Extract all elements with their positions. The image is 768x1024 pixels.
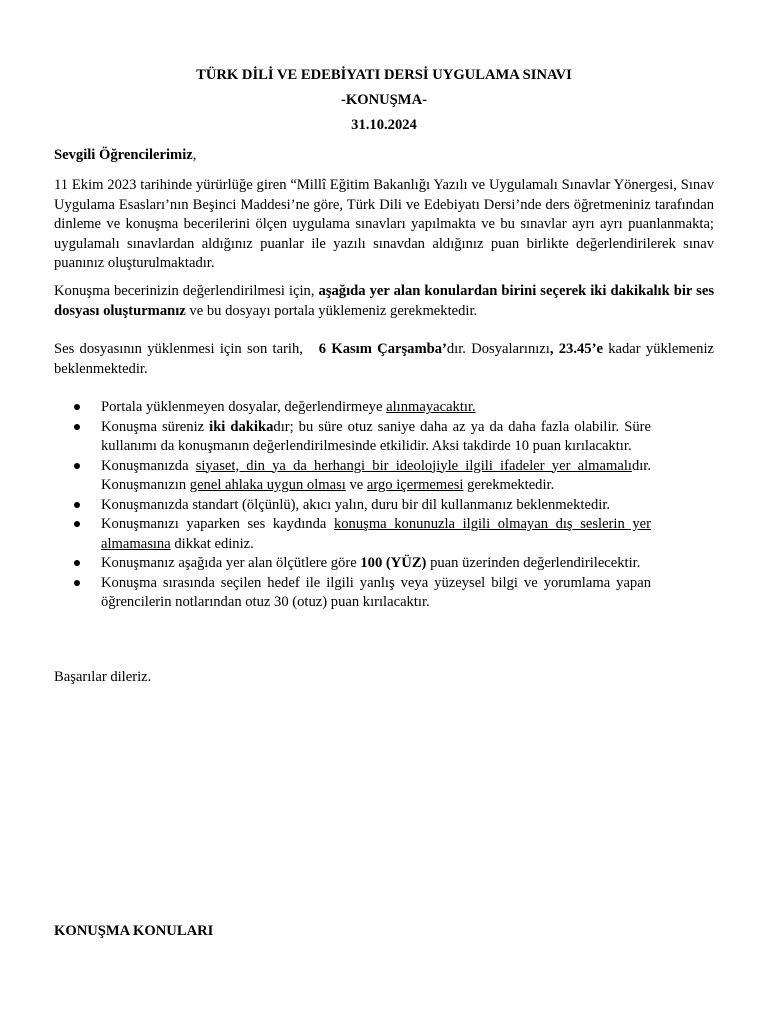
bullet-icon xyxy=(74,424,80,430)
list-item xyxy=(54,398,651,418)
deadline-paragraph xyxy=(54,340,714,379)
document-title: TÜRK DİLİ VE EDEBİYATI DERSİ UYGULAMA SINAVI xyxy=(196,67,572,83)
rule-text: puan üzerinden değerlendirilecektir. xyxy=(426,555,641,571)
topic-text-1: Konuşma becerinizin değerlendirilmesi için, xyxy=(54,283,319,299)
rule-text: Konuşmanız aşağıda yer alan ölçütlere göre xyxy=(101,555,361,571)
rule-text-underlined: argo içermemesi xyxy=(366,477,464,493)
bullet-icon xyxy=(74,580,80,586)
document-subtitle: -KONUŞMA- xyxy=(341,92,427,108)
rule-text: gerekmektedir. xyxy=(463,477,555,493)
rule-text-underlined: siyaset, din ya da herhangi bir ideolojiyle ilgili ifadeler yer almamalı xyxy=(195,457,632,474)
topic-paragraph xyxy=(54,282,714,321)
rule-text-bold: iki dakika xyxy=(209,418,274,435)
greeting-name: Sevgili Öğrencilerimiz xyxy=(54,147,193,163)
deadline-time: , 23.45’e xyxy=(549,341,603,357)
greeting xyxy=(54,146,714,166)
closing-text: Başarılar dileriz. xyxy=(54,669,152,685)
document-date: 31.10.2024 xyxy=(351,117,417,133)
topic-text-3: ve bu dosyayı portala yüklemeniz gerekmektedir. xyxy=(185,302,478,319)
bullet-icon xyxy=(74,404,80,410)
rule-text: ve xyxy=(345,477,367,493)
rule-text: dır; bu süre otuz saniye daha az ya da daha fazla olabilir. Süre kullanımı da konuşmanın değerlendirilmesinde etkilidir. Aksi takdirde 10 puan kırılacaktır. xyxy=(101,418,651,454)
bullet-icon xyxy=(74,502,80,508)
deadline-date: 6 Kasım Çarşamba’ xyxy=(318,341,447,357)
rule-text: Konuşma süreniz xyxy=(101,418,210,435)
topic-text-bold: aşağıda yer alan konulardan birini seçerek iki dakikalık bir ses dosyası oluşturmanız xyxy=(54,283,714,319)
rules-list xyxy=(54,398,651,613)
bullet-icon xyxy=(74,560,80,566)
bullet-icon xyxy=(74,463,80,469)
rule-text: Konuşmanızı yaparken ses kaydında xyxy=(101,516,334,532)
topics-heading: KONUŞMA KONULARI xyxy=(54,923,214,939)
list-item xyxy=(54,457,651,496)
rule-text: Portala yüklenmeyen dosyalar, değerlendirmeye xyxy=(101,399,387,415)
list-item xyxy=(54,554,651,574)
rule-text: dikkat ediniz. xyxy=(170,535,254,552)
list-item xyxy=(54,515,651,554)
rule-text-underlined: genel ahlaka uygun olması xyxy=(189,477,346,493)
deadline-text-3: dır. Dosyalarınızı xyxy=(446,341,550,357)
greeting-punct: , xyxy=(192,147,197,163)
rule-text-underlined: alınmayacaktır. xyxy=(386,399,476,415)
list-item xyxy=(54,574,651,613)
list-item xyxy=(54,418,651,457)
rule-text: Konuşmanızda xyxy=(101,457,196,474)
list-item xyxy=(54,496,651,516)
rule-text: dır. Konuşmanızın xyxy=(101,457,651,493)
rule-text: Konuşma sırasında seçilen hedef ile ilgili yanlış veya yüzeysel bilgi ve yorumlama yapan öğrencilerin notlarından otuz 30 (otuz) puan kırılacaktır. xyxy=(101,574,651,610)
document-header xyxy=(0,66,768,141)
rule-text: Konuşmanızda standart (ölçünlü), akıcı yalın, duru bir dil kullanmanız beklenmektedir. xyxy=(101,496,611,513)
intro-paragraph: 11 Ekim 2023 tarihinde yürürlüğe giren “Millî Eğitim Bakanlığı Yazılı ve Uygulamalı Sınavlar Yönergesi, Sınav Uygulama Esasları’nın Beşinci Maddesi’ne göre, Türk Dili ve Edebiyatı Dersi’nde ders öğretmeniniz tarafından dinleme ve konuşma becerilerini ölçen uygulama sınavları yapılmakta ve bu sınavlar ayrı ayrı puanlanmakta; uygulamalı sınavlardan aldığınız puanlar ile yazılı sınavdan aldığınız puan birlikte değerlendirilerek sınav puanınız oluşturulmaktadır. xyxy=(54,177,714,271)
bullet-icon xyxy=(74,521,80,527)
rule-text-underlined: konuşma konunuzla ilgili olmayan dış seslerin yer almamasına xyxy=(101,516,651,552)
rule-text-bold: 100 (YÜZ) xyxy=(360,555,427,571)
deadline-text-5: kadar yüklemeniz beklenmektedir. xyxy=(54,341,714,377)
deadline-text-1: Ses dosyasının yüklenmesi için son tarih, xyxy=(54,341,309,357)
